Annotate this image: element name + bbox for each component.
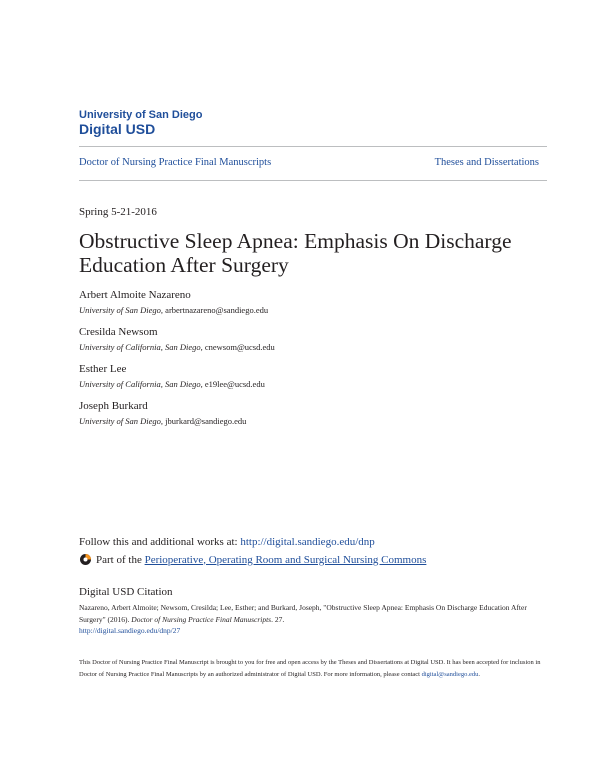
follow-line <box>79 536 375 548</box>
part-of-prefix: Part of the <box>96 553 142 566</box>
publication-date: Spring 5-21-2016 <box>79 206 157 218</box>
author-affiliation <box>79 342 275 352</box>
open-access-icon <box>79 553 92 566</box>
notice-text: This Doctor of Nursing Practice Final Manuscript is brought to you for free and open access by the Theses and Dissertations at Digital USD. It has been accepted for inclusion in Doctor of Nursing Practice Final Manuscripts by an authorized administrator of Digital USD. For more information, please contact <box>79 659 541 678</box>
author-email: , e19lee@ucsd.edu <box>200 379 265 389</box>
part-of-line <box>79 553 426 566</box>
citation-number: . 27. <box>271 614 285 624</box>
author-name: Joseph Burkard <box>79 400 148 412</box>
author-affiliation <box>79 379 265 389</box>
header-divider-bottom <box>79 180 547 181</box>
author-email: , arbertnazareno@sandiego.edu <box>160 305 269 315</box>
author-affiliation <box>79 416 246 426</box>
author-name: Cresilda Newsom <box>79 326 158 338</box>
author-institution: University of San Diego <box>79 305 161 315</box>
collection-link[interactable]: Theses and Dissertations <box>434 157 539 168</box>
document-title: Obstructive Sleep Apnea: Emphasis On Discharge Education After Surgery <box>79 229 512 277</box>
author-institution: University of San Diego <box>79 416 161 426</box>
citation-heading: Digital USD Citation <box>79 586 173 598</box>
header-divider-top <box>79 146 547 147</box>
author-affiliation <box>79 305 268 315</box>
citation-url-link[interactable]: http://digital.sandiego.edu/dnp/27 <box>79 626 181 635</box>
citation-body: Nazareno, Arbert Almoite; Newsom, Cresilda; Lee, Esther; and Burkard, Joseph, "Obstructive Sleep Apnea: Emphasis On Discharge Education After Surgery" (2016). <box>79 603 527 624</box>
series-link[interactable]: Doctor of Nursing Practice Final Manuscripts <box>79 157 272 168</box>
notice-end: . <box>478 670 480 678</box>
follow-prefix: Follow this and additional works at: <box>79 536 241 548</box>
citation-text <box>79 602 549 637</box>
commons-link[interactable]: Perioperative, Operating Room and Surgical Nursing Commons <box>144 553 427 566</box>
citation-series: Doctor of Nursing Practice Final Manuscripts <box>131 614 272 624</box>
institution-name[interactable]: University of San Diego <box>79 109 203 121</box>
author-name: Arbert Almoite Nazareno <box>79 289 191 301</box>
author-email: , jburkard@sandiego.edu <box>160 416 247 426</box>
author-email: , cnewsom@ucsd.edu <box>200 342 275 352</box>
author-name: Esther Lee <box>79 363 127 375</box>
follow-url-link[interactable]: http://digital.sandiego.edu/dnp <box>240 536 375 548</box>
author-institution: University of California, San Diego <box>79 379 201 389</box>
access-notice <box>79 657 549 680</box>
author-institution: University of California, San Diego <box>79 342 201 352</box>
repository-name[interactable]: Digital USD <box>79 121 156 137</box>
contact-email-link[interactable]: digital@sandiego.edu <box>421 670 479 678</box>
